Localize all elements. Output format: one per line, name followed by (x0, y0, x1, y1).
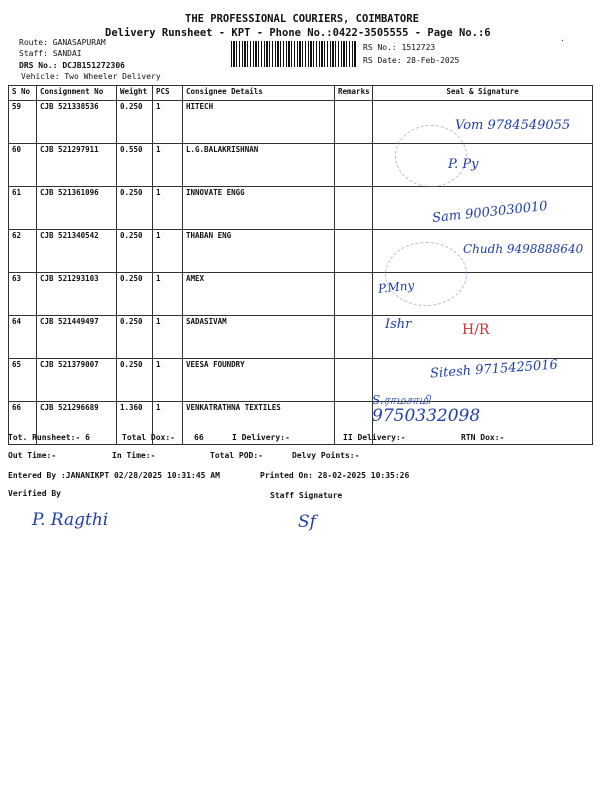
signature-row-66-phone: 9750332098 (372, 406, 481, 426)
rs-date: RS Date: 28-Feb-2025 (363, 56, 460, 65)
cell-remarks (335, 187, 373, 230)
signature-row-63: P.Mny (377, 278, 415, 296)
cell-weight: 1.360 (117, 402, 153, 445)
cell-remarks (335, 316, 373, 359)
cell-pcs: 1 (153, 316, 183, 359)
cell-sno: 60 (9, 144, 37, 187)
route-label: Route: GANASAPURAM (19, 38, 106, 47)
cell-sno: 63 (9, 273, 37, 316)
cell-sno: 66 (9, 402, 37, 445)
header-consignment: Consignment No (37, 86, 117, 101)
cell-consignee: INNOVATE ENGG (183, 187, 335, 230)
cell-pcs: 1 (153, 359, 183, 402)
cell-pcs: 1 (153, 402, 183, 445)
cell-consignee: VEESA FOUNDRY (183, 359, 335, 402)
red-handwritten-mark: H/R (462, 322, 490, 338)
company-name: THE PROFESSIONAL COURIERS, COIMBATORE (185, 13, 419, 25)
ii-delivery: II Delivery:- (343, 433, 406, 442)
cell-weight: 0.250 (117, 316, 153, 359)
cell-pcs: 1 (153, 101, 183, 144)
table-row (9, 316, 593, 359)
total-dox-label: Total Dox:- (122, 433, 175, 442)
table-row (9, 402, 593, 445)
cell-consignee: VENKATRATHNA TEXTILES (183, 402, 335, 445)
verifier-signature: P. Ragthi (32, 510, 109, 530)
cell-consignment: CJB 521297911 (37, 144, 117, 187)
header-remarks: Remarks (335, 86, 373, 101)
faint-stamp (395, 125, 467, 187)
cell-consignment: CJB 521340542 (37, 230, 117, 273)
cell-weight: 0.550 (117, 144, 153, 187)
signature-row-62: Chudh 9498888640 (463, 242, 584, 256)
runsheet-table (8, 85, 593, 445)
header-sno: S No (9, 86, 37, 101)
vehicle-label: Vehicle: Two Wheeler Delivery (21, 72, 161, 81)
signature-row-61: Sam 9003030010 (431, 198, 549, 227)
cell-consignee: THABAN ENG (183, 230, 335, 273)
cell-consignment: CJB 521338536 (37, 101, 117, 144)
staff-signature-label: Staff Signature (270, 491, 343, 500)
verified-by-label: Verified By (8, 489, 61, 498)
total-pod: Total POD:- (210, 451, 263, 460)
cell-remarks (335, 273, 373, 316)
table-row (9, 144, 593, 187)
table-row (9, 273, 593, 316)
cell-sno: 59 (9, 101, 37, 144)
cell-pcs: 1 (153, 230, 183, 273)
barcode (231, 41, 356, 67)
cell-sno: 61 (9, 187, 37, 230)
signature-row-64: Ishr (385, 317, 412, 332)
cell-remarks (335, 101, 373, 144)
rtn-dox: RTN Dox:- (461, 433, 505, 442)
cell-consignment: CJB 521293103 (37, 273, 117, 316)
i-delivery: I Delivery:- (232, 433, 290, 442)
header-weight: Weight (117, 86, 153, 101)
cell-remarks (335, 144, 373, 187)
table-header-row (9, 86, 593, 101)
cell-remarks (335, 230, 373, 273)
cell-consignment: CJB 521361096 (37, 187, 117, 230)
cell-weight: 0.250 (117, 230, 153, 273)
printed-on: Printed On: 28-02-2025 10:35:26 (260, 471, 410, 480)
out-time: Out Time:- (8, 451, 57, 460)
cell-consignment: CJB 521379007 (37, 359, 117, 402)
drs-number: DRS No.: DCJB151272306 (19, 61, 125, 70)
cell-sno: 65 (9, 359, 37, 402)
cell-consignee: L.G.BALAKRISHNAN (183, 144, 335, 187)
cell-consignee: SADASIVAM (183, 316, 335, 359)
signature-row-65: Sitesh 9715425016 (429, 357, 559, 382)
cell-weight: 0.250 (117, 187, 153, 230)
signature-row-60: P. Py (448, 157, 479, 172)
total-dox-value: 66 (194, 433, 204, 442)
cell-sno: 62 (9, 230, 37, 273)
in-time: In Time:- (112, 451, 156, 460)
cell-remarks (335, 359, 373, 402)
cell-consignee: HITECH (183, 101, 335, 144)
rs-number: RS No.: 1512723 (363, 43, 436, 52)
header-consignee: Consignee Details (183, 86, 335, 101)
cell-weight: 0.250 (117, 101, 153, 144)
staff-signature: Sf (298, 512, 316, 532)
runsheet-subtitle: Delivery Runsheet - KPT - Phone No.:0422-3505555 - Page No.:6 (105, 27, 491, 39)
cell-pcs: 1 (153, 273, 183, 316)
cell-weight: 0.250 (117, 273, 153, 316)
cell-consignment: CJB 521449497 (37, 316, 117, 359)
cell-pcs: 1 (153, 187, 183, 230)
cell-consignment: CJB 521296689 (37, 402, 117, 445)
header-seal-signature: Seal & Signature (373, 86, 593, 101)
cell-sno: 64 (9, 316, 37, 359)
header-pcs: PCS (153, 86, 183, 101)
entered-by: Entered By :JANANIKPT 02/28/2025 10:31:45 AM (8, 471, 220, 480)
staff-label: Staff: SANDAI (19, 49, 82, 58)
signature-row-59: Vom 9784549055 (455, 118, 571, 133)
cell-consignee: AMEX (183, 273, 335, 316)
dot-mark: · (560, 36, 565, 45)
signature-row-66-name: S.ராமசாமி (372, 393, 431, 407)
delvy-points: Delvy Points:- (292, 451, 360, 460)
company-seal-stamp (385, 242, 467, 306)
cell-pcs: 1 (153, 144, 183, 187)
tot-runsheet: Tot. Runsheet:- 6 (8, 433, 90, 442)
cell-weight: 0.250 (117, 359, 153, 402)
